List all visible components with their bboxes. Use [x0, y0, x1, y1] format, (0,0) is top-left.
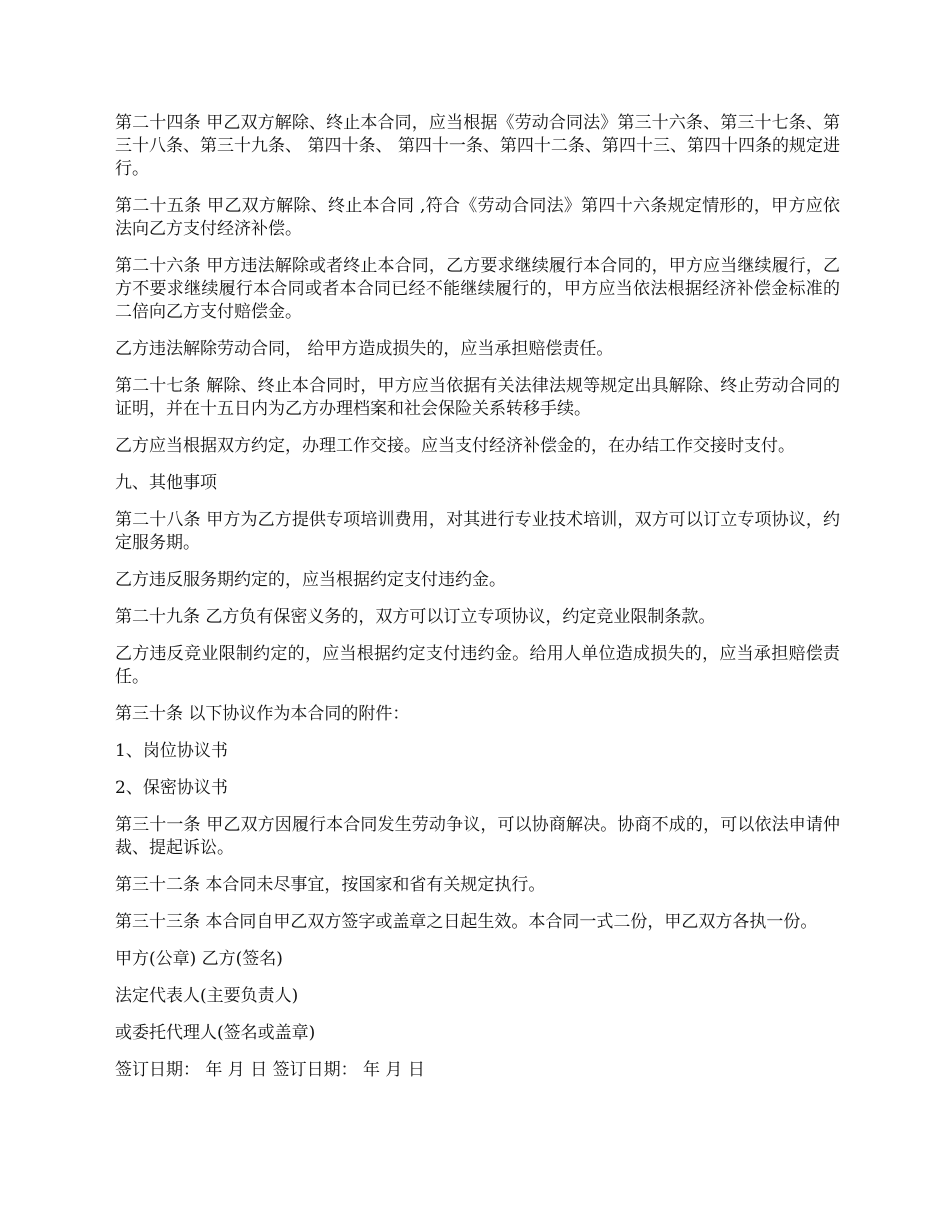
paragraph-article-25: 第二十五条 甲乙双方解除、终止本合同 ,符合《劳动合同法》第四十六条规定情形的，甲方应依法向乙方支付经济补偿。: [115, 196, 840, 239]
signature-dates: 签订日期： 年 月 日 签订日期： 年 月 日: [115, 1060, 425, 1080]
paragraph-article-28: 第二十八条 甲方为乙方提供专项培训费用，对其进行专业技术培训，双方可以订立专项协议，约定服务期。: [115, 510, 840, 553]
paragraph-article-31: 第三十一条 甲乙双方因履行本合同发生劳动争议，可以协商解决。协商不成的，可以依法申请仲裁、提起诉讼。: [115, 815, 840, 858]
list-item-confidentiality-agreement: 2、保密协议书: [115, 778, 228, 798]
paragraph-article-33: 第三十三条 本合同自甲乙双方签字或盖章之日起生效。本合同一式二份，甲乙双方各执一份。: [115, 912, 818, 932]
paragraph-article-29: 第二十九条 乙方负有保密义务的，双方可以订立专项协议，约定竞业限制条款。: [115, 607, 716, 627]
signature-agent: 或委托代理人(签名或盖章): [115, 1023, 316, 1043]
paragraph-article-30: 第三十条 以下协议作为本合同的附件：: [115, 704, 410, 724]
paragraph-handover: 乙方应当根据双方约定，办理工作交接。应当支付经济补偿金的，在办结工作交接时支付。: [115, 436, 795, 456]
paragraph-article-27: 第二十七条 解除、终止本合同时，甲方应当依据有关法律法规等规定出具解除、终止劳动合同的证明，并在十五日内为乙方办理档案和社会保险关系转移手续。: [115, 376, 840, 419]
paragraph-article-24: 第二十四条 甲乙双方解除、终止本合同，应当根据《劳动合同法》第三十六条、第三十七条、第三十八条、第三十九条、 第四十条、 第四十一条、第四十二条、第四十三、第四十四条的规定进行。: [115, 113, 840, 179]
paragraph-article-32: 第三十二条 本合同未尽事宜，按国家和省有关规定执行。: [115, 875, 546, 895]
paragraph-party-b-liability: 乙方违法解除劳动合同， 给甲方造成损失的，应当承担赔偿责任。: [115, 339, 614, 359]
signature-legal-representative: 法定代表人(主要负责人): [115, 986, 299, 1006]
signature-parties: 甲方(公章) 乙方(签名): [115, 949, 283, 969]
list-item-position-agreement: 1、岗位协议书: [115, 741, 228, 761]
paragraph-article-26: 第二十六条 甲方违法解除或者终止本合同，乙方要求继续履行本合同的，甲方应当继续履行，乙方不要求继续履行本合同或者本合同已经不能继续履行的，甲方应当依法根据经济补偿金标准的二倍向乙方支付赔偿金。: [115, 256, 840, 322]
paragraph-non-compete: 乙方违反竞业限制约定的，应当根据约定支付违约金。给用人单位造成损失的，应当承担赔偿责任。: [115, 644, 840, 687]
document-page: [115, 112, 840, 1096]
paragraph-service-period: 乙方违反服务期约定的，应当根据约定支付违约金。: [115, 570, 506, 590]
section-heading-other-matters: 九、其他事项: [115, 473, 217, 493]
